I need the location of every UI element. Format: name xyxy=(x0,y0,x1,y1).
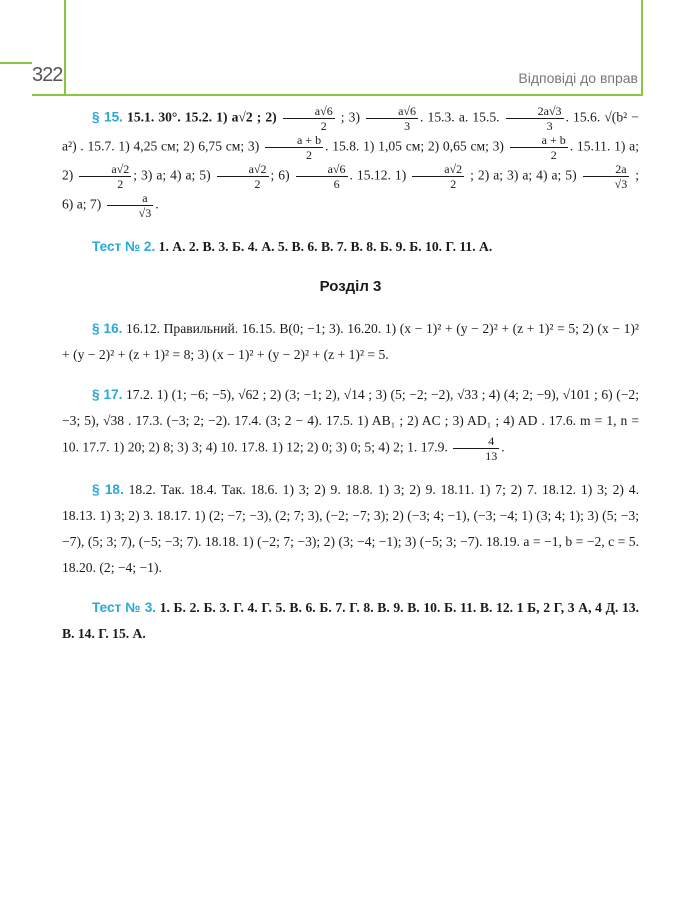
section-15-answers: § 15. 15.1. 30°. 15.2. 1) a√2 ; 2) $\frac{a√6}{2}$ ; 3) $\frac{a√6}{3}$ . 15.3. a. 15.5. $\frac{2a√3}{3}$ . 15.6. √(b² − a²) . 15.7. 1) 4,25 см; 2) 6,75 см; 3) $\frac{a + b}{2}$ . 15.8. 1) 1,05 см; 2) 0,65 см; 3) $\frac{a + b}{2}$ . 15.11. 1) a; 2) $\frac{a√2}{2}$ ; 3) a; 4) a; 5) $\frac{a√2}{2}$ ; 6) $\frac{a√6}{6}$ . 15.12. 1) $\frac{a√2}{2}$ ; 2) a; 3) a; 4) a; 5) $\frac{2a}{√3}$ ; 6) a; 7) $\frac{a}{√3}$ . xyxy=(62,104,639,220)
header-rule xyxy=(32,94,642,96)
test-3-label: Тест № 3. xyxy=(92,600,157,615)
section-16-answers: § 16. 16.12. Правильний. 16.15. B(0; −1; 3). 16.20. 1) (x − 1)² + (y − 2)² + (z + 1)² = 5; 2) (x − 1)² + (y − 2)² + (z + 1)² = 8; 3) (x − 1)² + (y − 2)² + (z + 1)² = 5. xyxy=(62,321,639,362)
chapter-title: Розділ 3 xyxy=(319,278,382,295)
section-18-label: § 18. xyxy=(92,482,124,497)
section-17-answers: § 17. 17.2. 1) (1; −6; −5), √62 ; 2) (3; −1; 2), √14 ; 3) (5; −2; −2), √33 ; 4) (4; 2; −9), √101 ; 6) (−2; −3; 5), √38 . 17.3. (−3; 2; −2). 17.4. (3; 2 − 4). 17.5. 1) AB₁ ; 2) AC ; 3) AD₁ ; 4) AD . 17.6. m = 1, n = 10. 17.7. 1) 20; 2) 8; 3) 3; 4) 10. 17.8. 1) 12; 2) 0; 3) 0; 5; 4) 2; 1. 17.9. $\frac{4}{13}$ . xyxy=(62,387,639,463)
fraction: $\frac{a + b}{2}$ xyxy=(510,133,568,162)
fraction: $\frac{a + b}{2}$ xyxy=(265,133,323,162)
test-2-label: Тест № 2. xyxy=(92,239,156,254)
page-number: 322 xyxy=(32,64,63,86)
running-head: Відповіді до вправ xyxy=(518,70,638,86)
header-rule-vertical-left xyxy=(64,0,66,96)
section-15-label: § 15. xyxy=(92,109,123,125)
test-2-answers: Тест № 2. 1. А. 2. В. 3. Б. 4. А. 5. В. 6. В. 7. В. 8. Б. 9. Б. 10. Г. 11. А. xyxy=(92,239,493,254)
header-rule-vertical-right xyxy=(641,0,643,96)
fraction: $\frac{a√2}{2}$ xyxy=(79,162,131,191)
fraction: $\frac{a}{√3}$ xyxy=(107,191,154,220)
fraction: $\frac{2a√3}{3}$ xyxy=(506,104,564,133)
fraction: $\frac{4}{13}$ xyxy=(453,434,499,463)
fraction: $\frac{a√2}{2}$ xyxy=(217,162,269,191)
fraction: $\frac{a√6}{6}$ xyxy=(296,162,348,191)
fraction: $\frac{a√2}{2}$ xyxy=(412,162,464,191)
section-16-label: § 16. xyxy=(92,321,123,336)
section-18-answers: § 18. 18.2. Так. 18.4. Так. 18.6. 1) 3; 2) 9. 18.8. 1) 3; 2) 9. 18.11. 1) 7; 2) 7. 18.12. 1) 3; 2) 4. 18.13. 1) 3; 2) 3. 18.17. 1) (2; −7; −3), (2; 7; 3), (−2; −7; 3); 2) (−3; 4; −1), (−3; −4; 1) (3; 4; 1); 3) (5; −3; −7), (5; 3; 7), (−5; −3; 7). 18.18. 1) (−2; 7; −3); 2) (3; −4; −1); 3) (−5; 3; −7). 18.19. a = −1, b = −2, c = 5. 18.20. (2; −4; −1). xyxy=(62,482,639,575)
section-17-label: § 17. xyxy=(92,387,123,402)
fraction: $\frac{a√6}{2}$ xyxy=(283,104,335,133)
answers-content xyxy=(62,104,639,661)
fraction: $\frac{2a}{√3}$ xyxy=(583,162,630,191)
header-rule-left xyxy=(0,62,32,64)
test-3-answers: Тест № 3. 1. Б. 2. Б. 3. Г. 4. Г. 5. В. 6. Б. 7. Г. 8. В. 9. В. 10. Б. 11. В. 12. 1 Б, 2 Г, 3 А, 4 Д. 13. В. 14. Г. 15. А. xyxy=(62,600,639,641)
fraction: $\frac{a√6}{3}$ xyxy=(366,104,418,133)
